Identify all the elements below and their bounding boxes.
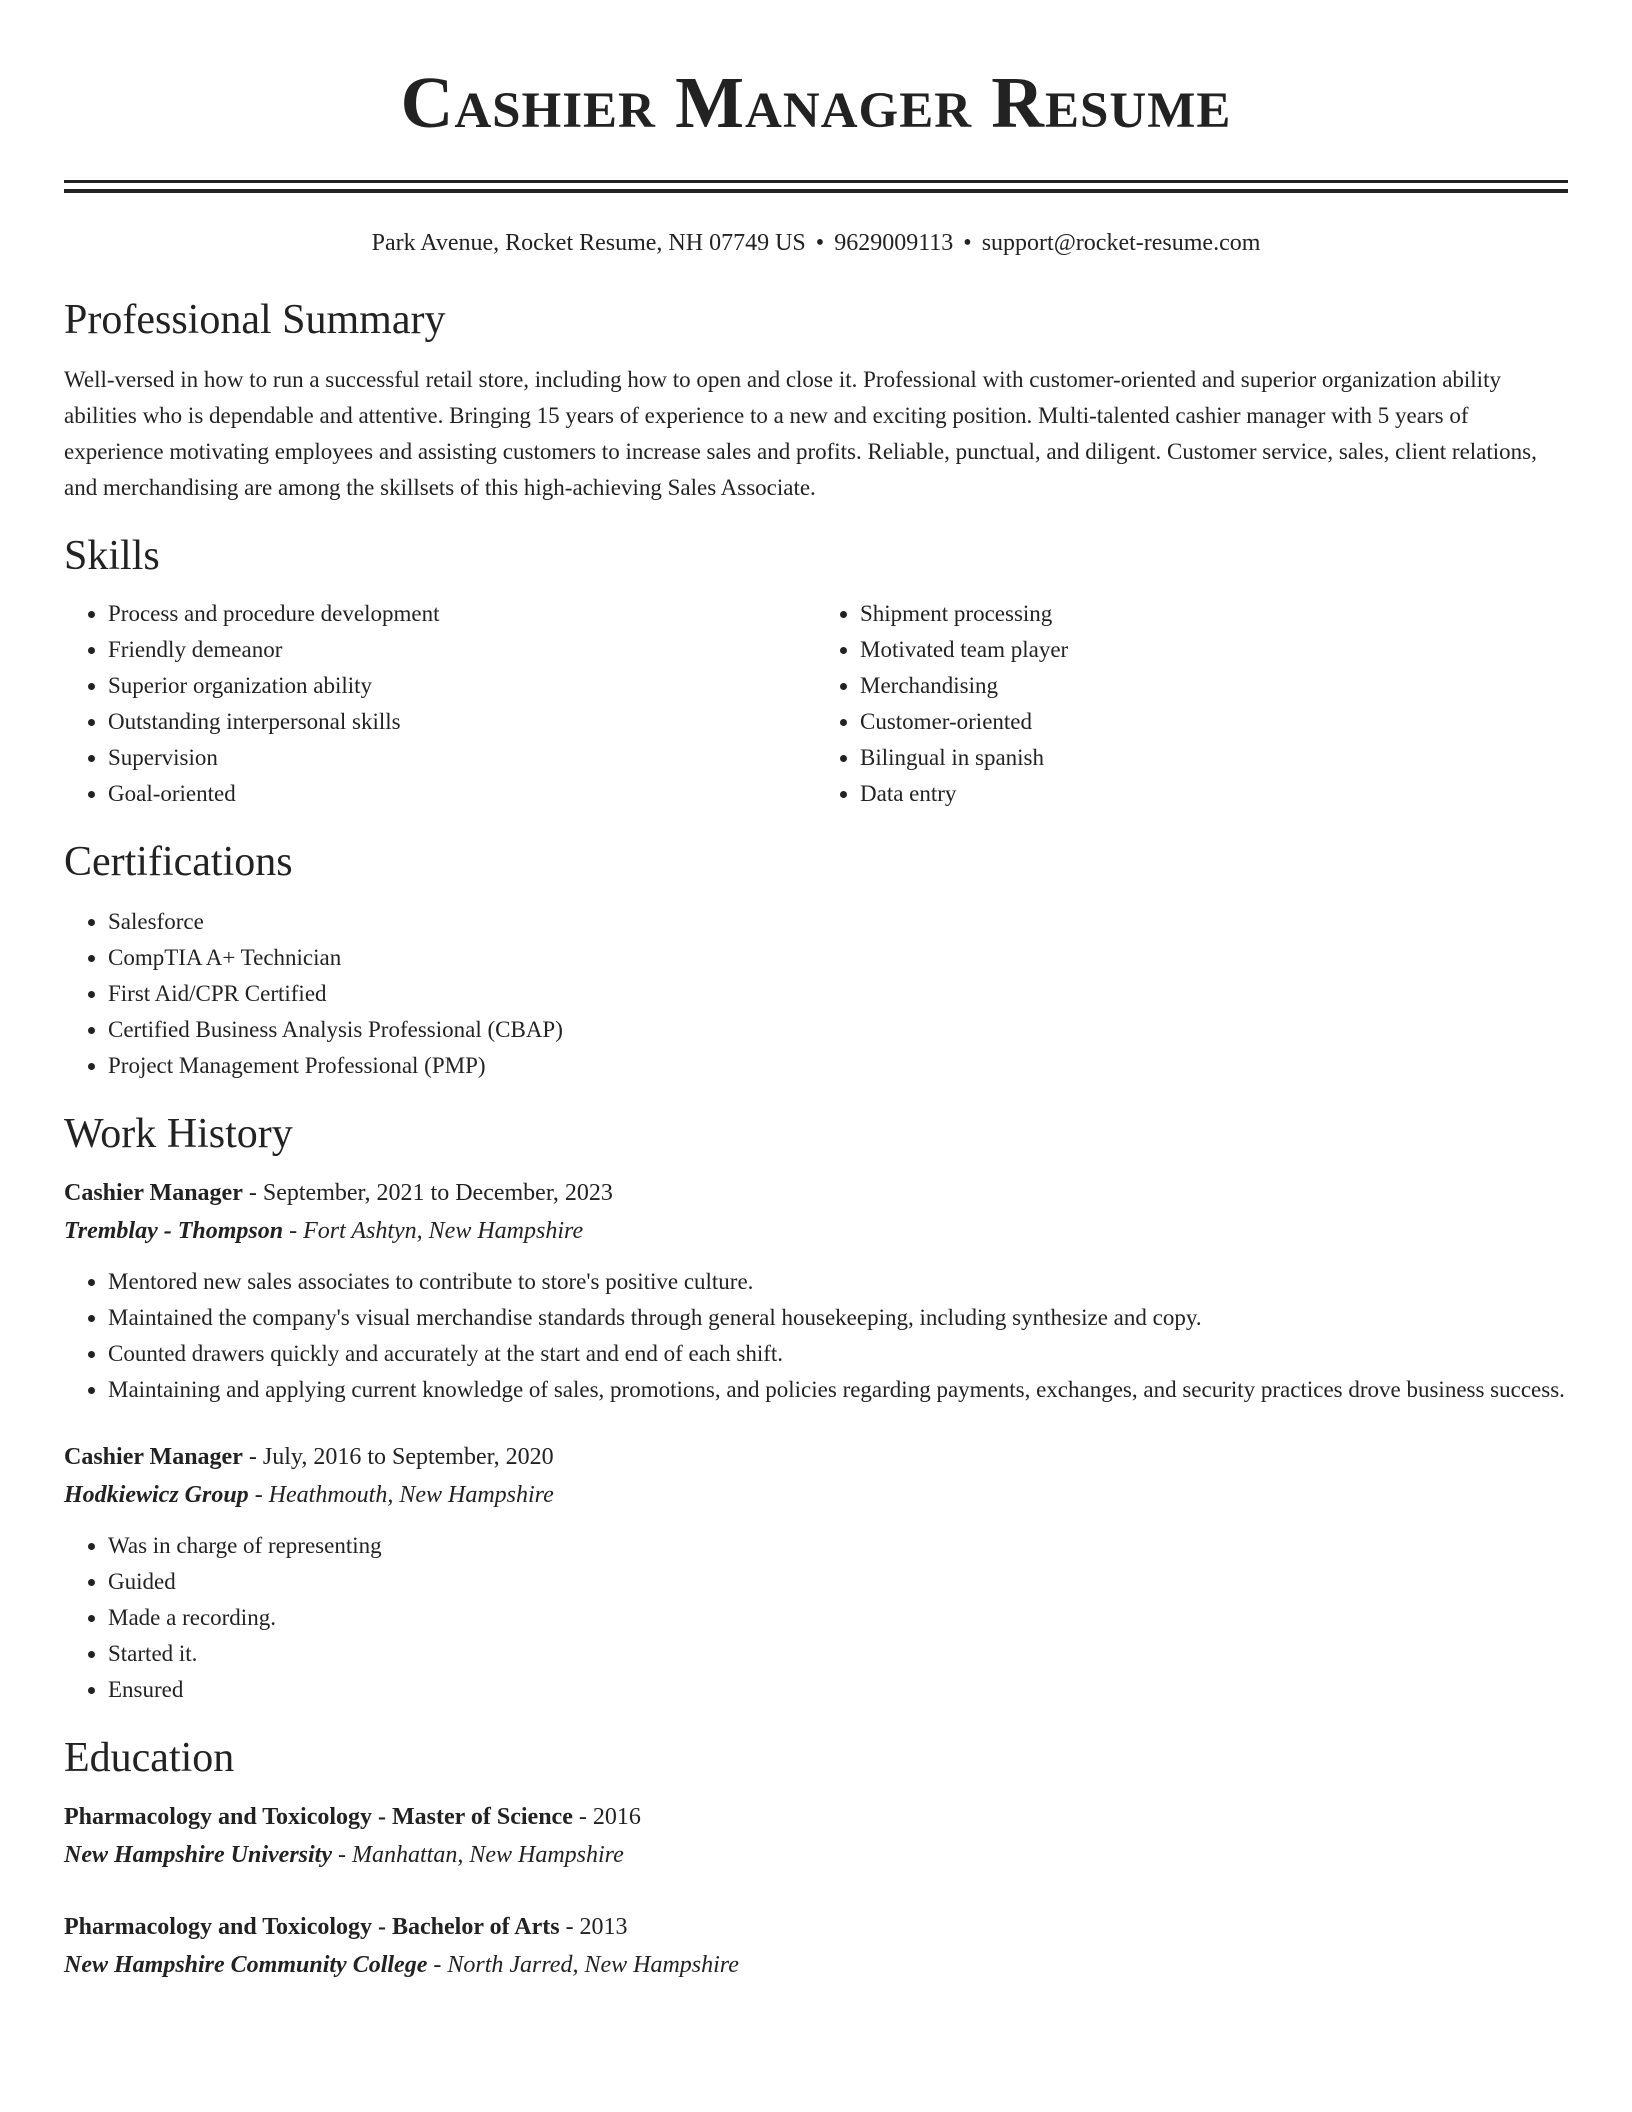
skill-item: • Merchandising — [860, 668, 1568, 704]
skill-item: • Bilingual in spanish — [860, 740, 1568, 776]
work-history-section — [64, 1106, 1568, 1708]
job-bullet: • Maintaining and applying current knowledge of sales, promotions, and policies regarding payments, exchanges, and security practices drove business success. — [108, 1372, 1568, 1408]
contact-line — [64, 226, 1568, 260]
skills-list-left — [64, 596, 816, 812]
job-bullet: • Ensured — [108, 1672, 1568, 1708]
skill-item: • Motivated team player — [860, 632, 1568, 668]
contact-phone: 9629009113 — [834, 230, 954, 256]
education-degree-line — [64, 1908, 1568, 1946]
summary-section — [64, 292, 1568, 506]
contact-email[interactable]: support@rocket-resume.com — [981, 230, 1261, 256]
skill-item: • Friendly demeanor — [108, 632, 816, 668]
contact-separator: • — [963, 230, 972, 256]
skill-item: • Data entry — [860, 776, 1568, 812]
job-title: Cashier Manager — [64, 1444, 243, 1470]
education-year: - 2013 — [559, 1914, 628, 1940]
certification-item: • Salesforce — [108, 904, 1568, 940]
education-school-line — [64, 1946, 1568, 1984]
education-location: - Manhattan, New Hampshire — [332, 1842, 624, 1868]
title-divider — [64, 180, 1568, 193]
education-school-line — [64, 1836, 1568, 1874]
divider-line-thick — [64, 189, 1568, 193]
education-school: New Hampshire Community College — [64, 1952, 428, 1978]
skills-section — [64, 528, 1568, 812]
job-bullet: • Maintained the company's visual merchandise standards through general housekeeping, including synthesize and copy. — [108, 1300, 1568, 1336]
skills-columns — [64, 596, 1568, 812]
job-dates: - July, 2016 to September, 2020 — [242, 1444, 554, 1470]
section-heading-education: Education — [64, 1735, 235, 1781]
job-bullet: • Was in charge of representing — [108, 1528, 1568, 1564]
certifications-list — [64, 904, 1568, 1084]
education-section — [64, 1730, 1568, 1984]
education-school: New Hampshire University — [64, 1842, 332, 1868]
job-dates: - September, 2021 to December, 2023 — [242, 1180, 613, 1206]
job-title-line — [64, 1438, 1568, 1476]
skill-item: • Shipment processing — [860, 596, 1568, 632]
contact-address: Park Avenue, Rocket Resume, NH 07749 US — [371, 230, 806, 256]
job-entry — [64, 1438, 1568, 1708]
skill-item: • Goal-oriented — [108, 776, 816, 812]
certification-item: • Certified Business Analysis Professional (CBAP) — [108, 1012, 1568, 1048]
summary-text: Well-versed in how to run a successful retail store, including how to open and close it. Professional with customer-oriented and superior organization ability abilities who is dependable and attentive. Bringing 15 years of experience to a new and exciting position. Multi-talented cashier manager with 5 years of experience motivating employees and assisting customers to increase sales and profits. Reliable, punctual, and diligent. Customer service, sales, client relations, and merchandising are among the skillsets of this high-achieving Sales Associate. — [64, 367, 1537, 500]
job-bullet: • Made a recording. — [108, 1600, 1568, 1636]
education-degree-line — [64, 1798, 1568, 1836]
education-entry — [64, 1798, 1568, 1874]
certification-item: • Project Management Professional (PMP) — [108, 1048, 1568, 1084]
job-bullet: • Counted drawers quickly and accurately at the start and end of each shift. — [108, 1336, 1568, 1372]
certification-item: • First Aid/CPR Certified — [108, 976, 1568, 1012]
job-bullets — [64, 1264, 1568, 1408]
section-heading-summary: Professional Summary — [64, 297, 446, 343]
job-bullets — [64, 1528, 1568, 1708]
skill-item: • Supervision — [108, 740, 816, 776]
skill-item: • Superior organization ability — [108, 668, 816, 704]
job-entry — [64, 1174, 1568, 1408]
job-bullet: • Guided — [108, 1564, 1568, 1600]
job-company: Tremblay - Thompson — [64, 1218, 284, 1244]
education-degree: Pharmacology and Toxicology - Master of Science — [64, 1804, 573, 1830]
section-heading-certifications: Certifications — [64, 839, 293, 885]
education-entry — [64, 1908, 1568, 1984]
skills-list-right — [816, 596, 1568, 812]
skill-item: • Outstanding interpersonal skills — [108, 704, 816, 740]
job-bullet: • Started it. — [108, 1636, 1568, 1672]
section-heading-skills: Skills — [64, 533, 160, 579]
certification-item: • CompTIA A+ Technician — [108, 940, 1568, 976]
skill-item: • Process and procedure development — [108, 596, 816, 632]
job-location: - Heathmouth, New Hampshire — [248, 1482, 554, 1508]
section-heading-work-history: Work History — [64, 1111, 293, 1157]
job-title-line — [64, 1174, 1568, 1212]
divider-line-thin — [64, 180, 1568, 183]
skill-item: • Customer-oriented — [860, 704, 1568, 740]
contact-separator: • — [815, 230, 825, 256]
job-location: - Fort Ashtyn, New Hampshire — [283, 1218, 584, 1244]
education-year: - 2016 — [572, 1804, 641, 1830]
job-company-line — [64, 1212, 1568, 1250]
education-degree: Pharmacology and Toxicology - Bachelor of Arts — [64, 1914, 560, 1940]
education-location: - North Jarred, New Hampshire — [427, 1952, 739, 1978]
job-company: Hodkiewicz Group — [64, 1482, 249, 1508]
certifications-section — [64, 834, 1568, 1084]
job-bullet: • Mentored new sales associates to contribute to store's positive culture. — [108, 1264, 1568, 1300]
page-title: Cashier Manager Resume — [400, 62, 1232, 143]
job-company-line — [64, 1476, 1568, 1514]
job-title: Cashier Manager — [64, 1180, 243, 1206]
